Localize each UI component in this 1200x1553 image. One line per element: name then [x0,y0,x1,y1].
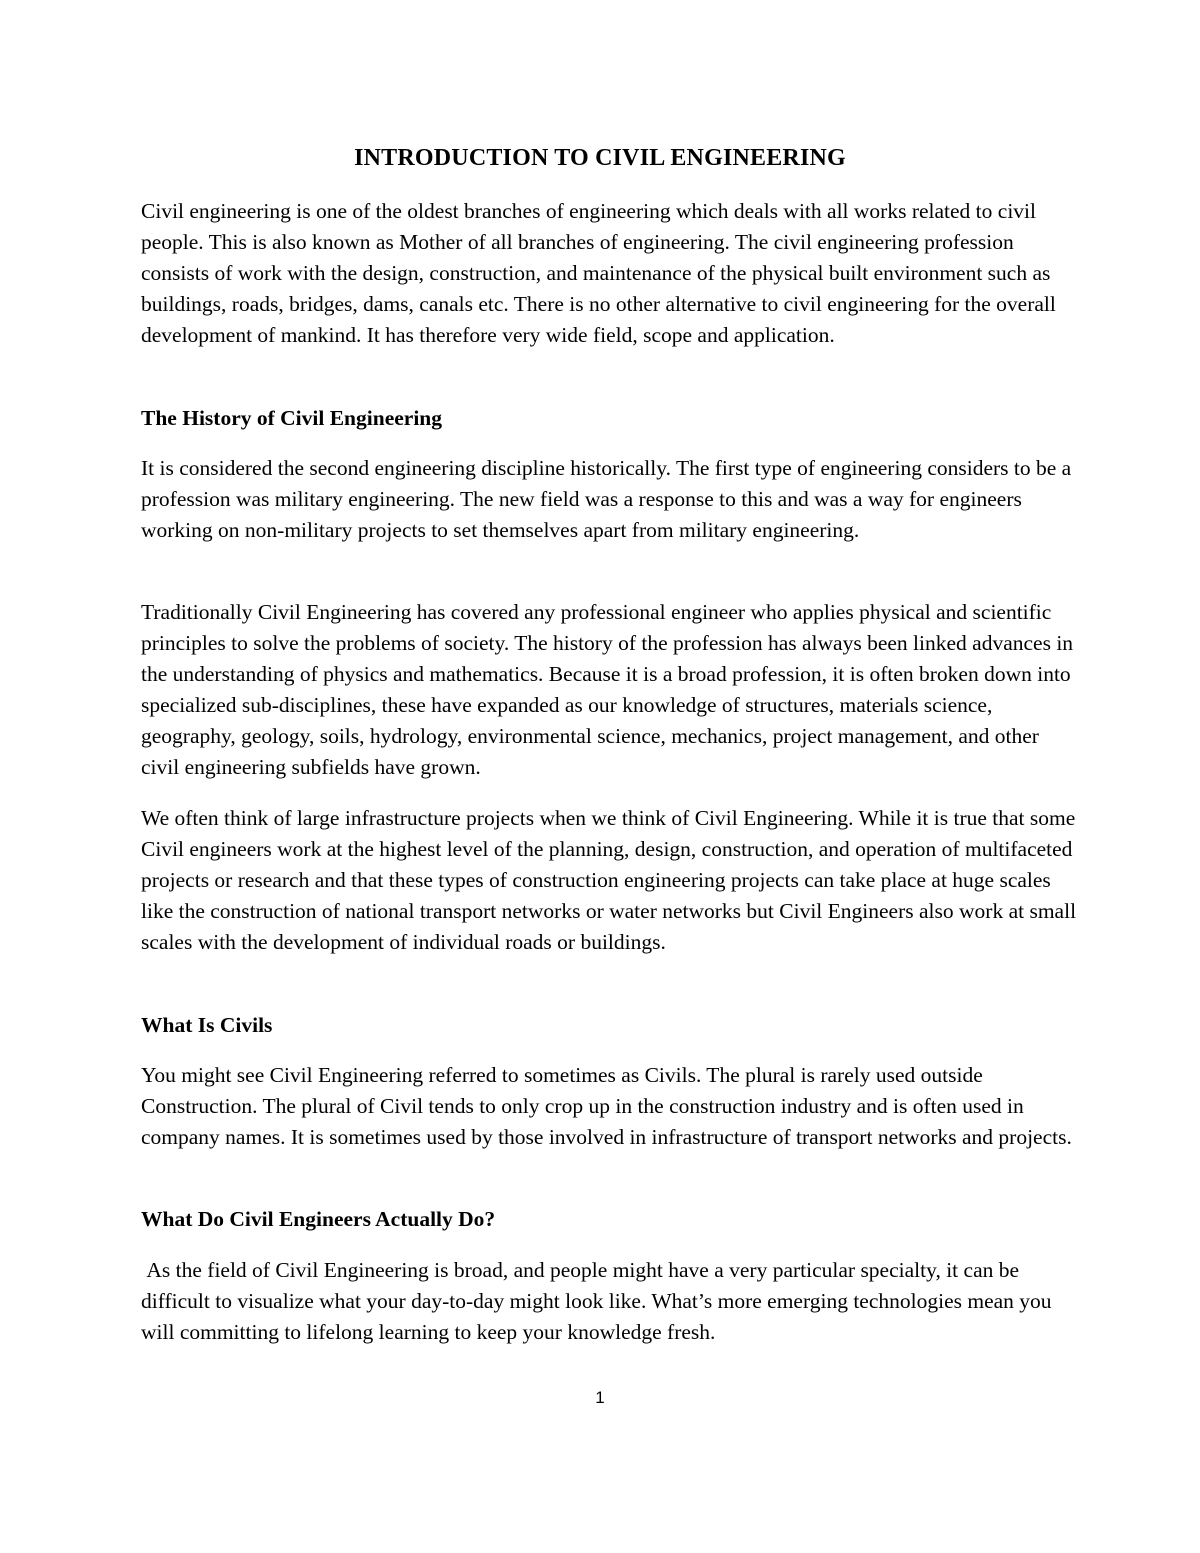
history-paragraph-1: It is considered the second engineering discipline historically. The first type of engineering considers to be a profession was military engineering. The new field was a response to this and was a way for engineers working on non-military projects to set themselves apart from military engineering. [141,456,1072,542]
what-do-heading: What Do Civil Engineers Actually Do? [141,1207,496,1231]
history-paragraph-2: Traditionally Civil Engineering has covered any professional engineer who applies physical and scientific principles to solve the problems of society. The history of the profession has always been linked advances in the understanding of physics and mathematics. Because it is a broad profession, it is often broken down into specialized sub-disciplines, these have expanded as our knowledge of structures, materials science, geography, geology, soils, hydrology, environmental science, mechanics, project management, and other civil engineering subfields have grown. [141,600,1074,779]
history-heading: The History of Civil Engineering [141,406,442,430]
civils-heading: What Is Civils [141,1013,273,1037]
what-do-paragraph: As the field of Civil Engineering is broad, and people might have a very particular specialty, it can be difficult to visualize what your day-to-day might look like. What’s more emerging technologies mean you will committing to lifelong learning to keep your knowledge fresh. [141,1258,1057,1344]
history-paragraph-3: We often think of large infrastructure projects when we think of Civil Engineering. While it is true that some Civil engineers work at the highest level of the planning, design, construction, and operation of multifaceted projects or research and that these types of construction engineering projects can take place at huge scales like the construction of national transport networks or water networks but Civil Engineers also work at small scales with the development of individual roads or buildings. [141,806,1077,954]
page-number: 1 [595,1388,605,1407]
document-title: INTRODUCTION TO CIVIL ENGINEERING [354,145,846,171]
civils-paragraph: You might see Civil Engineering referred to sometimes as Civils. The plural is rarely used outside Construction. The plural of Civil tends to only crop up in the construction industry and is often used in company names. It is sometimes used by those involved in infrastructure of transport networks and projects. [141,1063,1072,1149]
intro-paragraph: Civil engineering is one of the oldest branches of engineering which deals with all works related to civil people. This is also known as Mother of all branches of engineering. The civil engineering profession consists of work with the design, construction, and maintenance of the physical built environment such as buildings, roads, bridges, dams, canals etc. There is no other alternative to civil engineering for the overall development of mankind. It has therefore very wide field, scope and application. [141,199,1056,347]
